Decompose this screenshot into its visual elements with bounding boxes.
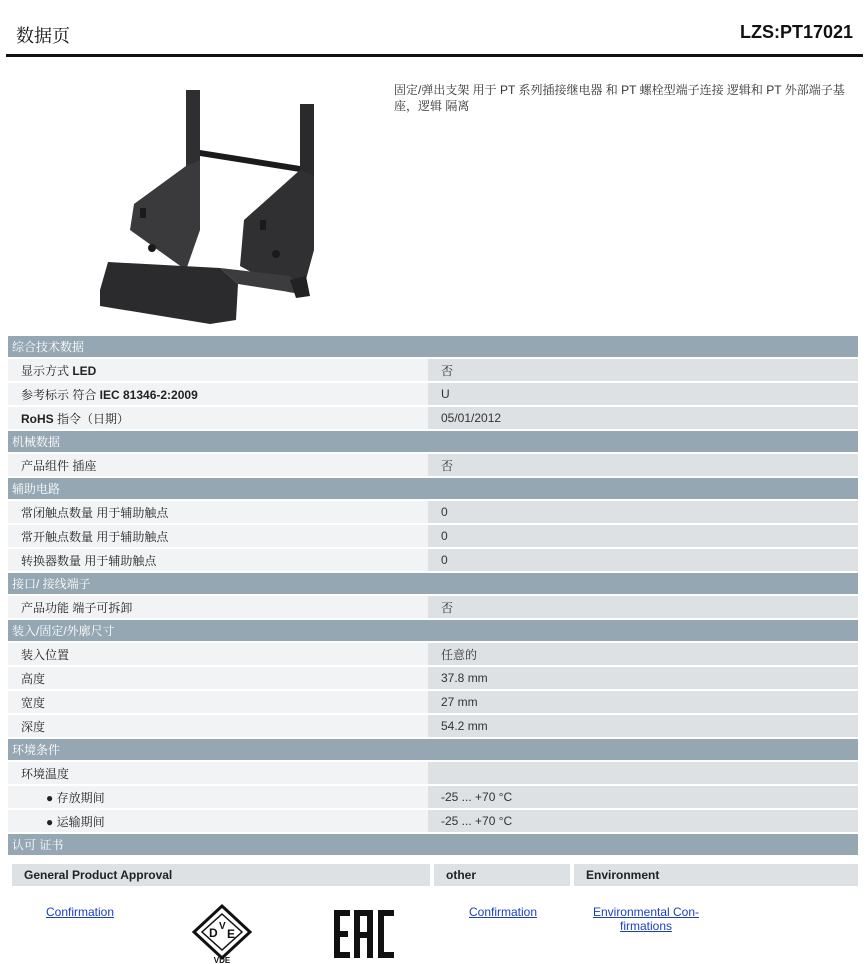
table-row [8, 786, 858, 810]
spec-table [8, 336, 858, 857]
row-key: 参考标示 符合 IEC 81346-2:2009 [8, 383, 428, 407]
row-key: 宽度 [8, 691, 428, 715]
approval-col-other: other [434, 864, 570, 886]
row-key: 转换器数量 用于辅助触点 [8, 549, 428, 573]
section-header: 环境条件 [8, 739, 858, 762]
row-key: ● 运输期间 [8, 810, 428, 834]
table-row [8, 810, 858, 834]
general-confirmation-link[interactable]: Confirmation [46, 905, 115, 919]
row-key: 产品功能 端子可拆卸 [8, 596, 428, 620]
section-header: 机械数据 [8, 431, 858, 454]
svg-text:V: V [219, 921, 226, 932]
row-value: 任意的 [428, 643, 858, 667]
row-value: 否 [428, 454, 858, 478]
approval-col-environment: Environment [574, 864, 858, 886]
row-key: RoHS 指令（日期） [8, 407, 428, 431]
row-value [428, 762, 858, 786]
table-row [8, 407, 858, 431]
row-key: 产品组件 插座 [8, 454, 428, 478]
svg-text:D: D [209, 926, 218, 940]
row-value: -25 ... +70 °C [428, 810, 858, 834]
table-row [8, 525, 858, 549]
approval-header [12, 864, 858, 886]
vde-logo [188, 902, 256, 964]
table-row [8, 667, 858, 691]
row-value: 05/01/2012 [428, 407, 858, 431]
svg-text:E: E [227, 927, 236, 941]
eac-logo [334, 908, 394, 960]
section-header: 综合技术数据 [8, 336, 858, 359]
table-row [8, 454, 858, 478]
row-value: 0 [428, 525, 858, 549]
row-value: 54.2 mm [428, 715, 858, 739]
row-value: -25 ... +70 °C [428, 786, 858, 810]
section-header: 接口/ 接线端子 [8, 573, 858, 596]
table-row [8, 643, 858, 667]
row-value: 否 [428, 596, 858, 620]
environmental-confirmations-link[interactable]: Environmental Con- firmations [592, 905, 700, 933]
row-value: 0 [428, 501, 858, 525]
row-value: 否 [428, 359, 858, 383]
row-key: 高度 [8, 667, 428, 691]
row-value: 27 mm [428, 691, 858, 715]
table-row [8, 383, 858, 407]
table-row [8, 596, 858, 620]
row-key: ● 存放期间 [8, 786, 428, 810]
vde-label: VDE [213, 956, 231, 964]
row-key: 显示方式 LED [8, 359, 428, 383]
row-value: U [428, 383, 858, 407]
row-value: 0 [428, 549, 858, 573]
table-row [8, 501, 858, 525]
other-confirmation-link[interactable]: Confirmation [469, 905, 538, 919]
row-key: 常开触点数量 用于辅助触点 [8, 525, 428, 549]
product-image [90, 80, 330, 330]
table-row [8, 691, 858, 715]
table-row [8, 359, 858, 383]
row-value: 37.8 mm [428, 667, 858, 691]
page-title: 数据页 [16, 26, 70, 46]
row-key: 常闭触点数量 用于辅助触点 [8, 501, 428, 525]
row-key: 深度 [8, 715, 428, 739]
row-key: 环境温度 [8, 762, 428, 786]
section-header: 辅助电路 [8, 478, 858, 501]
section-header: 认可 证书 [8, 834, 858, 857]
table-row [8, 762, 858, 786]
section-header: 装入/固定/外廓尺寸 [8, 620, 858, 643]
product-description: 固定/弹出支架 用于 PT 系列插接继电器 和 PT 螺栓型端子连接 逻辑和 PT 外部端子基座，逻辑 隔离 [394, 83, 845, 113]
page-header [0, 0, 867, 58]
header-divider [6, 54, 863, 57]
table-row [8, 715, 858, 739]
row-key: 装入位置 [8, 643, 428, 667]
table-row [8, 549, 858, 573]
approval-col-general: General Product Approval [12, 864, 430, 886]
product-code: LZS:PT17021 [739, 22, 853, 42]
